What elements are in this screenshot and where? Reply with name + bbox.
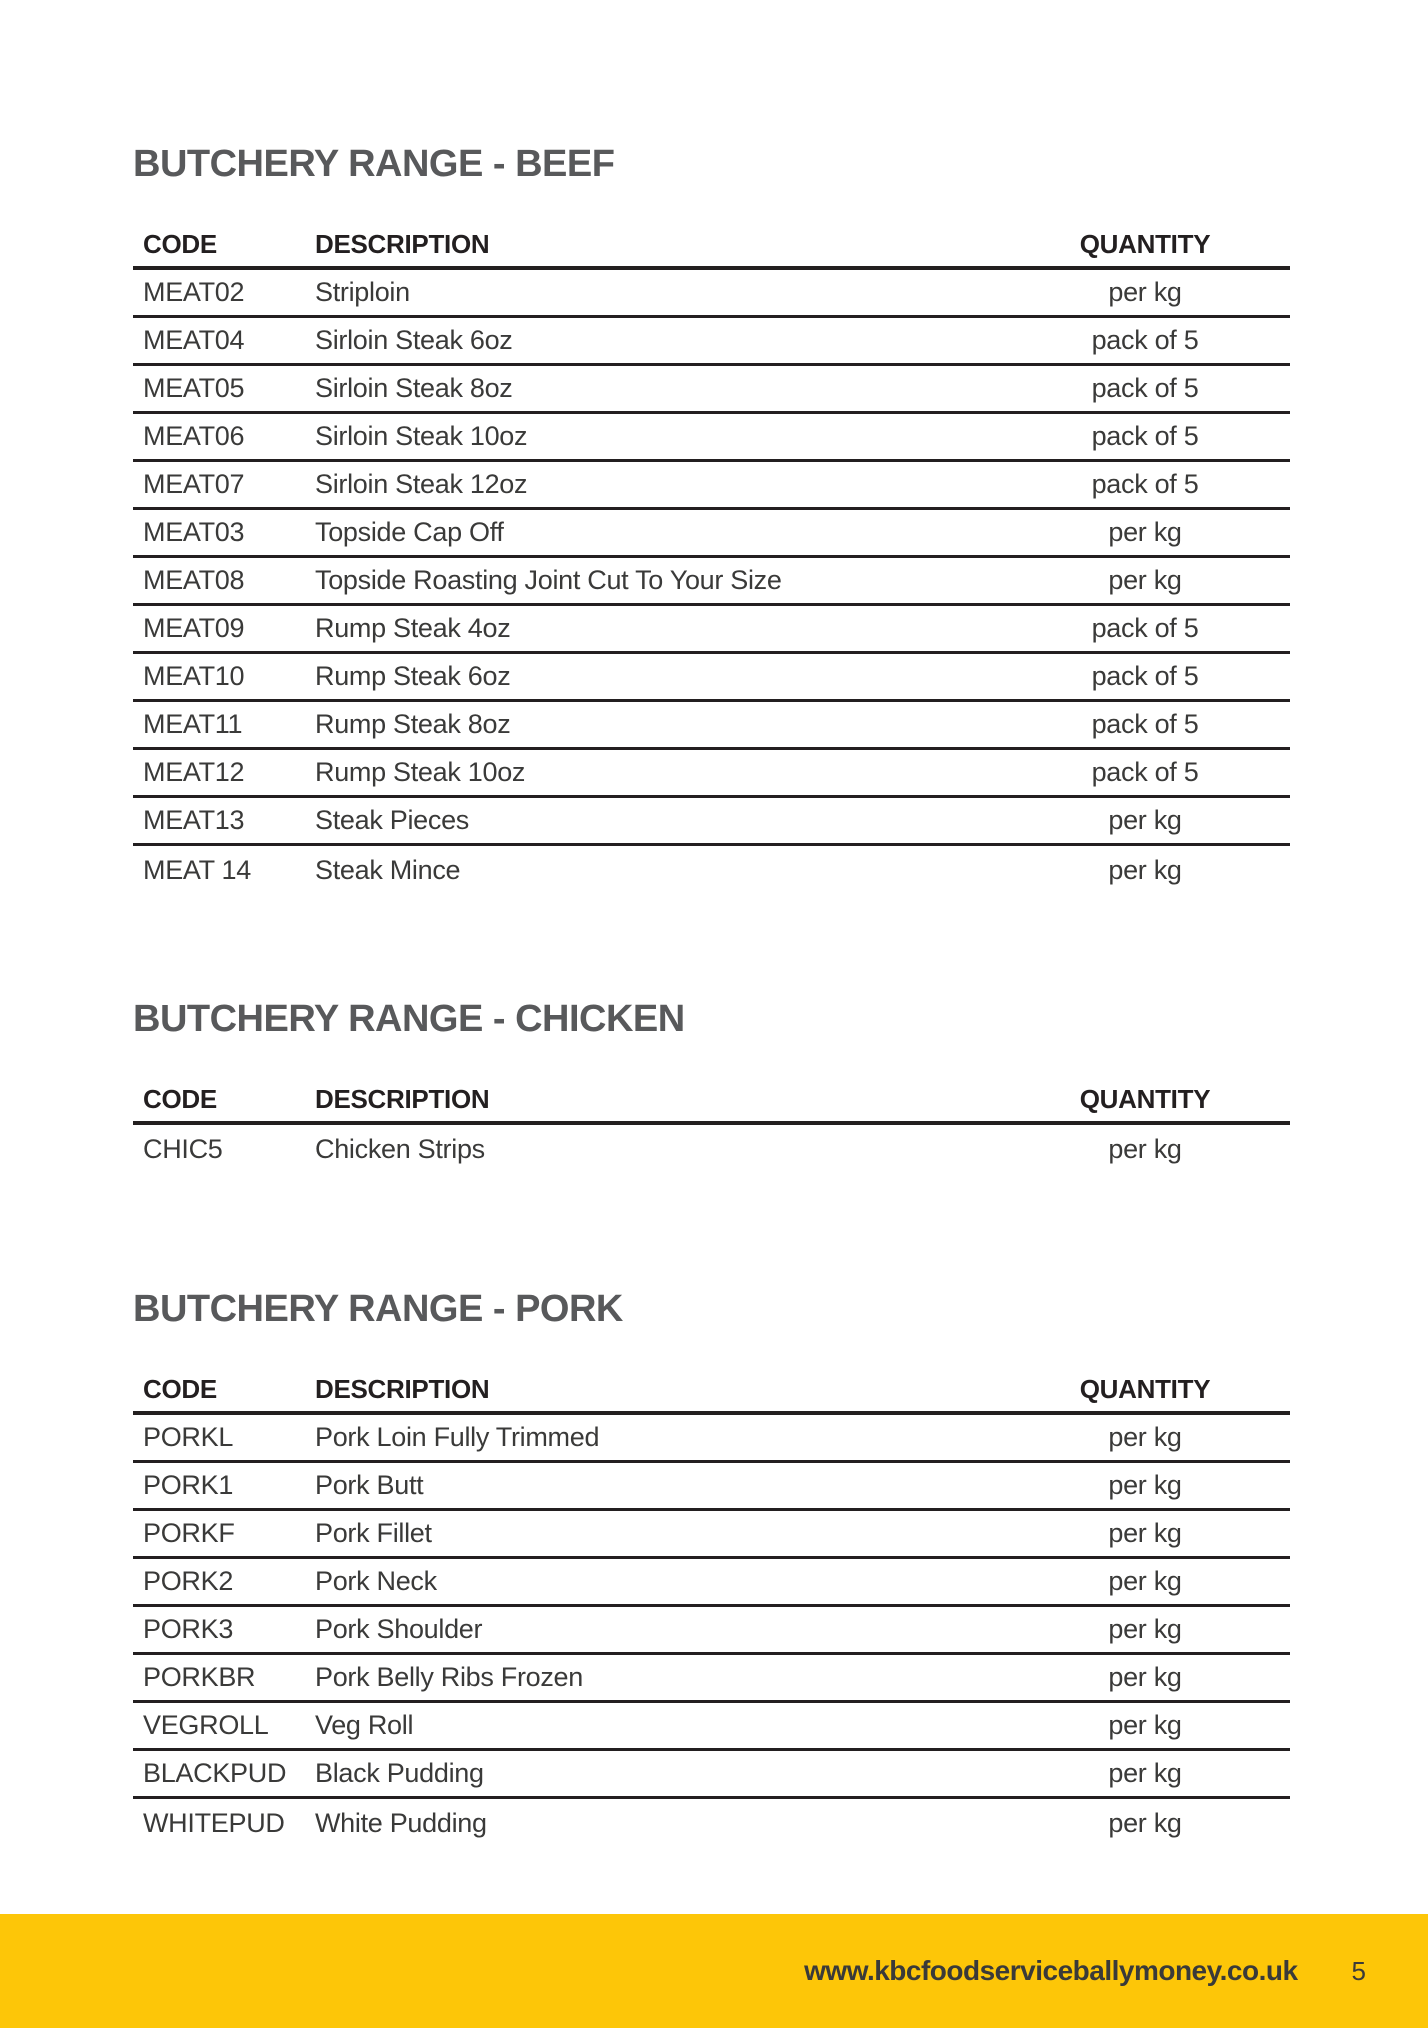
row-code: MEAT02 [143,277,245,307]
row-description: Topside Cap Off [315,517,504,547]
table-row [133,366,1290,414]
row-code: MEAT13 [143,805,245,835]
row-code: WHITEPUD [143,1807,285,1838]
row-quantity: per kg [1108,1758,1182,1788]
table-row [133,1751,1290,1799]
row-quantity: pack of 5 [1091,661,1199,691]
table-row [133,1607,1290,1655]
table-row [133,606,1290,654]
table-row [133,318,1290,366]
row-description: Topside Roasting Joint Cut To Your Size [315,565,782,595]
row-description: Steak Pieces [315,805,469,835]
row-code: MEAT07 [143,469,245,499]
row-quantity: per kg [1108,1807,1182,1838]
row-quantity: per kg [1108,854,1182,885]
row-description: Sirloin Steak 10oz [315,421,528,451]
product-table [133,226,1290,894]
row-code: MEAT04 [143,325,245,355]
column-header-quantity: QUANTITY [1079,1374,1211,1404]
table-body [133,1125,1290,1173]
row-code: MEAT 14 [143,854,251,885]
footer-bar [0,1914,1428,2028]
section-title: BUTCHERY RANGE - PORK [133,1288,623,1330]
table-row [133,1415,1290,1463]
table-row [133,270,1290,318]
row-quantity: per kg [1108,565,1182,595]
row-quantity: pack of 5 [1091,373,1199,403]
table-row [133,1655,1290,1703]
row-quantity: per kg [1108,277,1182,307]
row-description: White Pudding [315,1807,487,1838]
row-code: MEAT08 [143,565,245,595]
table-header-row [133,1081,1290,1125]
column-header-code: CODE [143,229,217,259]
row-description: Pork Neck [315,1566,437,1596]
row-code: BLACKPUD [143,1758,287,1788]
table-body [133,1415,1290,1847]
table-row [133,558,1290,606]
row-description: Sirloin Steak 6oz [315,325,513,355]
table-row [133,462,1290,510]
table-row [133,414,1290,462]
row-description: Rump Steak 8oz [315,709,511,739]
row-quantity: per kg [1108,1614,1182,1644]
section-title: BUTCHERY RANGE - CHICKEN [133,998,685,1040]
row-quantity: per kg [1108,1566,1182,1596]
row-description: Pork Shoulder [315,1614,483,1644]
table-row [133,1125,1290,1173]
column-header-description: DESCRIPTION [315,229,490,259]
table-body [133,270,1290,894]
row-description: Pork Butt [315,1470,424,1500]
footer-website-url: www.kbcfoodserviceballymoney.co.uk [804,1955,1298,1986]
row-code: PORKBR [143,1662,256,1692]
row-description: Rump Steak 10oz [315,757,526,787]
row-code: VEGROLL [143,1710,269,1740]
table-header-row [133,1371,1290,1415]
column-header-code: CODE [143,1374,217,1404]
section-title: BUTCHERY RANGE - BEEF [133,143,615,185]
row-quantity: per kg [1108,517,1182,547]
column-header-description: DESCRIPTION [315,1374,490,1404]
row-code: PORK3 [143,1614,234,1644]
row-quantity: per kg [1108,1470,1182,1500]
row-description: Chicken Strips [315,1133,485,1164]
row-description: Steak Mince [315,854,461,885]
row-quantity: pack of 5 [1091,325,1199,355]
row-description: Black Pudding [315,1758,484,1788]
row-description: Rump Steak 4oz [315,613,511,643]
row-quantity: per kg [1108,1662,1182,1692]
row-quantity: per kg [1108,1710,1182,1740]
page-number: 5 [1351,1955,1366,1986]
row-description: Sirloin Steak 12oz [315,469,528,499]
row-description: Pork Loin Fully Trimmed [315,1422,600,1452]
product-section [133,894,1290,1173]
row-quantity: pack of 5 [1091,421,1199,451]
column-header-quantity: QUANTITY [1079,229,1211,259]
row-code: PORK2 [143,1566,234,1596]
row-quantity: pack of 5 [1091,469,1199,499]
table-row [133,846,1290,894]
table-row [133,1511,1290,1559]
row-description: Veg Roll [315,1710,414,1740]
row-quantity: pack of 5 [1091,613,1199,643]
row-description: Pork Fillet [315,1518,432,1548]
row-code: MEAT06 [143,421,245,451]
table-row [133,654,1290,702]
product-section [133,0,1290,894]
row-code: MEAT03 [143,517,245,547]
row-quantity: pack of 5 [1091,757,1199,787]
row-code: PORKL [143,1422,234,1452]
table-row [133,1799,1290,1847]
row-code: PORK1 [143,1470,234,1500]
row-quantity: pack of 5 [1091,709,1199,739]
table-row [133,1463,1290,1511]
row-code: MEAT11 [143,709,243,739]
row-description: Pork Belly Ribs Frozen [315,1662,583,1692]
table-row [133,798,1290,846]
table-row [133,702,1290,750]
row-description: Sirloin Steak 8oz [315,373,513,403]
row-quantity: per kg [1108,1422,1182,1452]
table-row [133,1559,1290,1607]
product-table [133,1081,1290,1173]
column-header-description: DESCRIPTION [315,1084,490,1114]
row-description: Striploin [315,277,410,307]
row-quantity: per kg [1108,1518,1182,1548]
row-code: CHIC5 [143,1133,223,1164]
row-quantity: per kg [1108,1133,1182,1164]
table-row [133,1703,1290,1751]
column-header-code: CODE [143,1084,217,1114]
row-code: MEAT05 [143,373,245,403]
table-row [133,510,1290,558]
row-code: MEAT12 [143,757,245,787]
row-description: Rump Steak 6oz [315,661,511,691]
row-quantity: per kg [1108,805,1182,835]
row-code: MEAT10 [143,661,245,691]
row-code: MEAT09 [143,613,245,643]
row-code: PORKF [143,1518,235,1548]
column-header-quantity: QUANTITY [1079,1084,1211,1114]
sections-host [133,0,1290,1847]
product-table [133,1371,1290,1847]
product-section [133,1173,1290,1847]
table-row [133,750,1290,798]
table-header-row [133,226,1290,270]
